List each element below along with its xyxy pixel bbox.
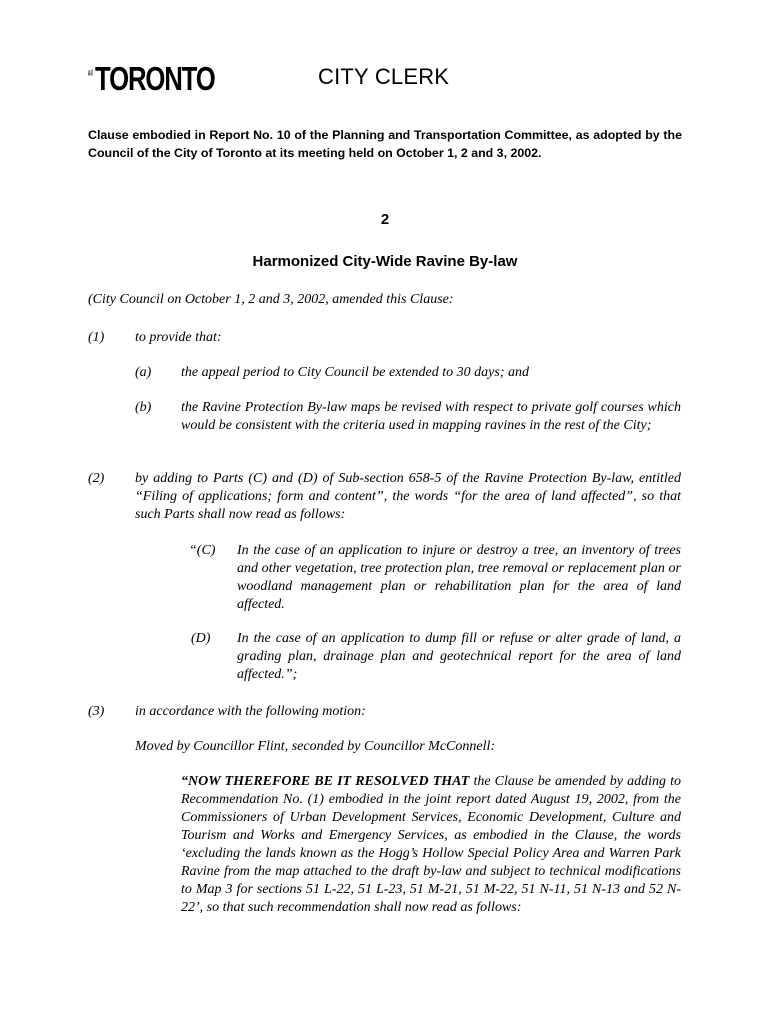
motion-body: the Clause be amended by adding to Recommendation No. (1) embodied in the joint report dated August 19, 2002, from the Commissioners of Urban Development Services, Economic Development, Culture and Tourism and Works and Emergency Services, as embodied in the Clause, the words ‘excluding the lands known as the Hogg’s Hollow Special Policy Area and Warren Park Ravine from the map attached to the draft by-law and subject to technical modifications to Map 3 for sections 51 L-22, 51 L-23, 51 M-21, 51 M-22, 51 N-11, 51 N-13 and 52 N-22’, so that such recommendation shall now read as follows: bbox=[181, 774, 681, 915]
motion-text bbox=[181, 773, 681, 917]
item-text-3: in accordance with the following motion: bbox=[135, 704, 366, 719]
amendment-intro: (City Council on October 1, 2 and 3, 2002, amended this Clause: bbox=[88, 292, 454, 307]
motion-mover: Moved by Councillor Flint, seconded by Councillor McConnell: bbox=[135, 739, 496, 754]
item-number: 2 bbox=[380, 211, 390, 228]
subitem-text-b: the Ravine Protection By-law maps be revised with respect to private golf courses which would be consistent with the criteria used in mapping ravines in the rest of the City; bbox=[181, 400, 681, 433]
part-text-c: In the case of an application to injure or destroy a tree, an inventory of trees and other vegetation, tree protection plan, tree removal or replacement plan or woodland management plan or rehabilitation plan for the area of land affected. bbox=[237, 543, 681, 612]
city-hall-icon bbox=[88, 46, 93, 98]
logo-wordmark: TORONTO bbox=[94, 60, 215, 97]
part-number-c: “(C) bbox=[189, 543, 216, 558]
item-text-1: to provide that: bbox=[135, 330, 222, 345]
subitem-number-b: (b) bbox=[135, 400, 152, 415]
subitem-number-a: (a) bbox=[135, 365, 152, 380]
part-text-d: In the case of an application to dump fill or refuse or alter grade of land, a grading plan, drainage plan and geotechnical report for the area of land affected.”; bbox=[237, 631, 681, 682]
item-number-2: (2) bbox=[88, 471, 105, 486]
motion-resolution-lead: “NOW THEREFORE BE IT RESOLVED THAT bbox=[181, 774, 470, 789]
toronto-logo bbox=[88, 46, 248, 98]
department-heading: CITY CLERK bbox=[318, 64, 450, 89]
item-number-1: (1) bbox=[88, 330, 105, 345]
item-number-3: (3) bbox=[88, 704, 105, 719]
item-text-2: by adding to Parts (C) and (D) of Sub-section 658-5 of the Ravine Protection By-law, entitled “Filing of applications; form and content”, the words “for the area of land affected”, so that such Parts shall now read as follows: bbox=[135, 471, 681, 522]
part-number-d: (D) bbox=[191, 631, 211, 646]
page-title: Harmonized City-Wide Ravine By-law bbox=[252, 253, 518, 270]
clause-intro: Clause embodied in Report No. 10 of the Planning and Transportation Committee, as adopted by the Council of the City of Toronto at its meeting held on October 1, 2 and 3, 2002. bbox=[88, 128, 682, 160]
subitem-text-a: the appeal period to City Council be extended to 30 days; and bbox=[181, 365, 529, 380]
